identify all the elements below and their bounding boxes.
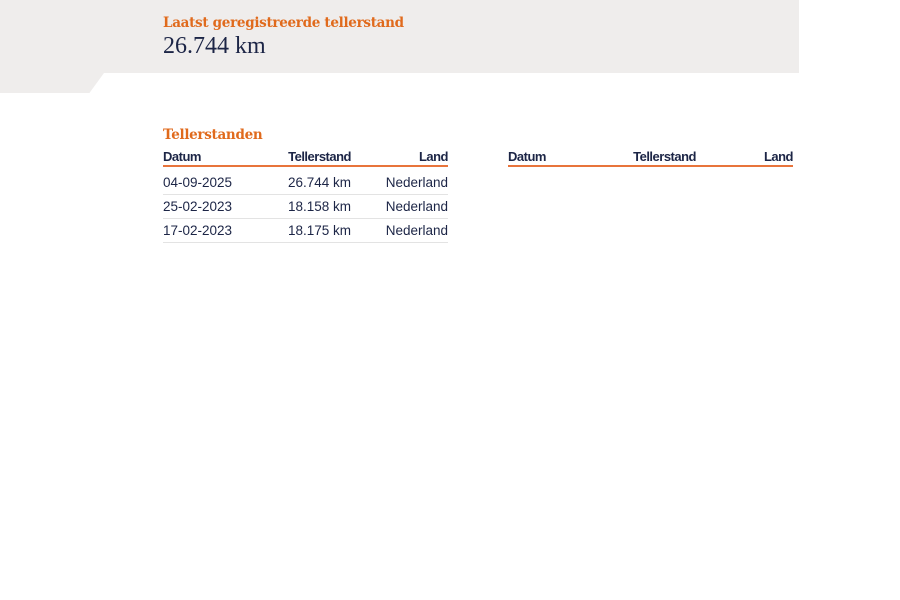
column-header-land: Land [763, 149, 793, 164]
column-header-datum: Datum [163, 149, 201, 164]
cell-tellerstand: 26.744 km [287, 175, 351, 190]
summary-header-band [0, 0, 799, 73]
cell-tellerstand: 18.158 km [287, 199, 351, 214]
cell-tellerstand: 18.175 km [287, 223, 351, 238]
readings-table-left [163, 148, 448, 243]
cell-land: Nederland [385, 223, 448, 238]
cell-land: Nederland [385, 175, 448, 190]
table-row [163, 171, 448, 195]
cell-datum: 17-02-2023 [163, 223, 233, 238]
column-header-tellerstand: Tellerstand [288, 149, 351, 164]
cell-land: Nederland [385, 199, 448, 214]
column-header-tellerstand: Tellerstand [633, 149, 696, 164]
column-header-land: Land [418, 149, 448, 164]
table-header-row [508, 148, 793, 167]
last-reading-label: Laatst geregistreerde tellerstand [163, 15, 404, 31]
readings-table-right [508, 148, 793, 167]
readings-section-title: Tellerstanden [163, 127, 263, 143]
cell-datum: 04-09-2025 [163, 175, 233, 190]
cell-datum: 25-02-2023 [163, 199, 233, 214]
summary-header-tab [0, 73, 104, 93]
table-row [163, 219, 448, 243]
table-header-row [163, 148, 448, 167]
column-header-datum: Datum [508, 149, 546, 164]
last-reading-value: 26.744 km [163, 33, 266, 59]
table-row [163, 195, 448, 219]
